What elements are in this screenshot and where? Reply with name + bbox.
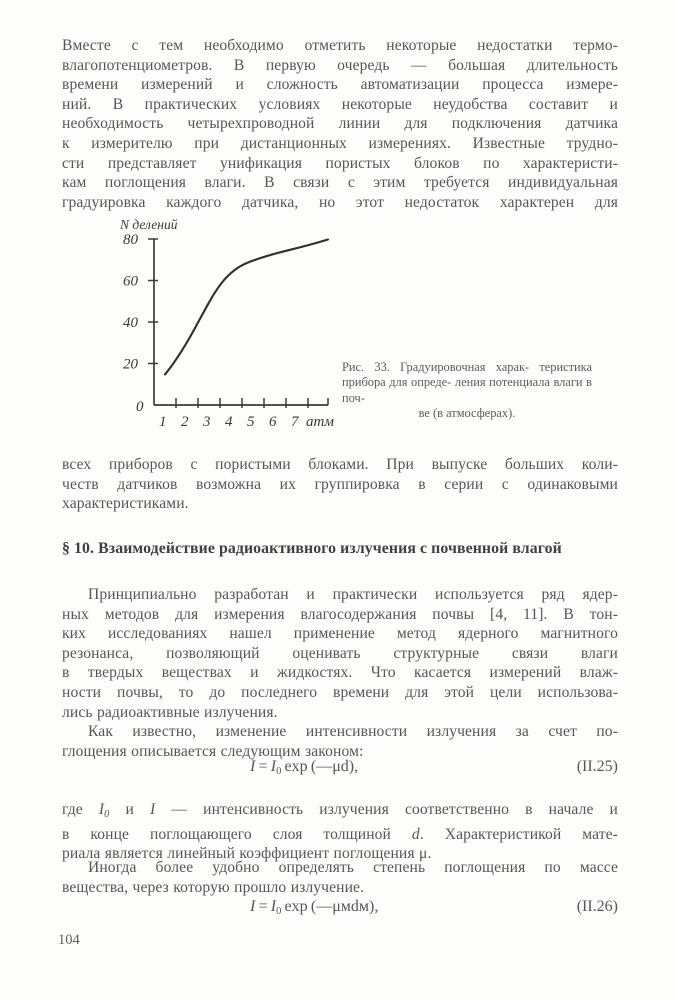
text-line: глощения описывается следующим законом: [62, 742, 364, 760]
formula-rhs-subscript: 0 [276, 906, 282, 917]
formula-lhs: I [250, 758, 256, 775]
text-line: кам поглощения влаги. В связи с этим требуется индивидуальная [62, 174, 618, 192]
y-tick-label: 20 [123, 356, 138, 373]
formula-exp-label: exp [284, 758, 308, 775]
text-line: в конце поглощающего слоя толщиной d. Характеристикой мате- [62, 825, 618, 843]
paragraph-6 [62, 858, 618, 897]
page-number: 104 [58, 932, 80, 948]
formula-rhs-base: I [270, 898, 277, 915]
inline-var-d: d [411, 825, 420, 843]
x-tick-label: 7 [291, 414, 299, 430]
formula-equals: = [258, 898, 268, 915]
text-line: ких исследованиях нашел применение метод ядерного магнитного [62, 625, 618, 643]
x-tick-label: 4 [225, 414, 233, 430]
formula-exp-label: exp [284, 898, 308, 915]
calibration-chart [110, 212, 360, 437]
y-axis-label: N делений [120, 217, 178, 232]
formula-lhs: I [250, 898, 256, 915]
section-heading: § 10. Взаимодействие радиоактивного излучения с почвенной влагой [62, 540, 562, 557]
paragraph-5 [62, 800, 618, 864]
text-line [62, 722, 618, 742]
text-line: Вместе с тем необходимо отметить некоторые недостатки термо- [62, 37, 618, 54]
formula-rhs-base: I [270, 758, 277, 775]
chart-svg [110, 212, 360, 437]
text-line: ных методов для измерения влагосодержания почвы [4, 11]. В тон- [62, 605, 618, 623]
text-line: характеристиками. [62, 495, 189, 513]
caption-line: ления потенциала влаги в поч- [342, 375, 592, 405]
text-run: Как известно, изменение интенсивности излучения за счет по- [88, 723, 618, 740]
text-line [62, 858, 618, 878]
y-tick-label: 0 [136, 399, 144, 415]
x-tick-label: 3 [203, 414, 211, 430]
formula-rhs-subscript: 0 [276, 766, 282, 777]
text-line: к измерителю при дистанционных измерениях. Известные трудно- [62, 134, 618, 152]
text-line: времени измерений и сложность автоматизации процесса измере- [62, 76, 618, 94]
equation-number: (II.26) [576, 898, 618, 915]
formula-argument: (—μмdм), [310, 898, 379, 915]
formula-expression [250, 898, 378, 917]
text-line: вещества, через которую прошло излучение. [62, 878, 365, 896]
text-line: влагопотенциометров. В первую очередь — большая длительность [62, 56, 618, 74]
paragraph-4 [62, 722, 618, 761]
text-line: градуировка каждого датчика, но этот недостаток характерен для [62, 193, 618, 211]
text-line: лись радиоактивные излучения. [62, 703, 278, 721]
formula-expression [250, 758, 358, 777]
x-axis-unit-label: атм [306, 414, 334, 430]
inline-var-i: I [150, 801, 156, 818]
caption-line: теристика прибора для опреде- [342, 360, 592, 390]
y-tick-label: 40 [123, 315, 138, 331]
text-line: сти представляет унификация пористых блоков по характеристи- [62, 154, 618, 172]
text-line: риала является линейный коэффициент поглощения μ. [62, 845, 432, 863]
formula-argument: (—μd), [310, 758, 359, 775]
text-line: ности почвы, то до последнего времени для этой цели использова- [62, 683, 618, 701]
text-line: где $I_0$ и I — интенсивность излучения соответственно в начале и [62, 801, 618, 820]
paragraph-3 [62, 585, 618, 722]
text-line: всех приборов с пористыми блоками. При выпуске больших коли- [62, 456, 618, 473]
y-tick-label: 60 [123, 273, 138, 290]
text-line: честв датчиков возможна их группировка в серии с одинаковыми [62, 475, 618, 493]
paragraph-1 [62, 36, 618, 212]
formula-equals: = [258, 758, 268, 775]
figure-33 [110, 212, 620, 437]
calibration-curve [165, 240, 328, 375]
text-line [62, 585, 618, 605]
x-tick-label: 6 [269, 414, 277, 430]
x-tick-label: 1 [159, 414, 167, 430]
formula-ii-25 [62, 758, 618, 782]
y-tick-label: 80 [123, 232, 138, 248]
equation-number: (II.25) [576, 758, 618, 775]
paragraph-2 [62, 455, 618, 514]
text-line: необходимость четырехпроводной линии для подключения датчика [62, 115, 618, 133]
formula-ii-26 [62, 898, 618, 922]
text-line: в твердых веществах и жидкостях. Что касается измерений влаж- [62, 664, 618, 682]
caption-line-last: ве (в атмосферах). [418, 405, 516, 420]
text-line: резонанса, позволяющий оценивать структурные связи влаги [62, 644, 618, 662]
text-run: Иногда более удобно определять степень поглощения по массе [88, 859, 618, 876]
figure-caption [342, 360, 592, 421]
x-tick-label: 2 [181, 414, 189, 430]
caption-line: Рис. 33. Градуировочная харак- [342, 360, 530, 374]
text-line: ний. В практических условиях некоторые неудобства составит и [62, 95, 618, 113]
inline-var-i0: $I_0$ [98, 801, 110, 820]
x-tick-label: 5 [247, 414, 255, 430]
text-run: Принципиально разработан и практически используется ряд ядер- [88, 586, 618, 603]
